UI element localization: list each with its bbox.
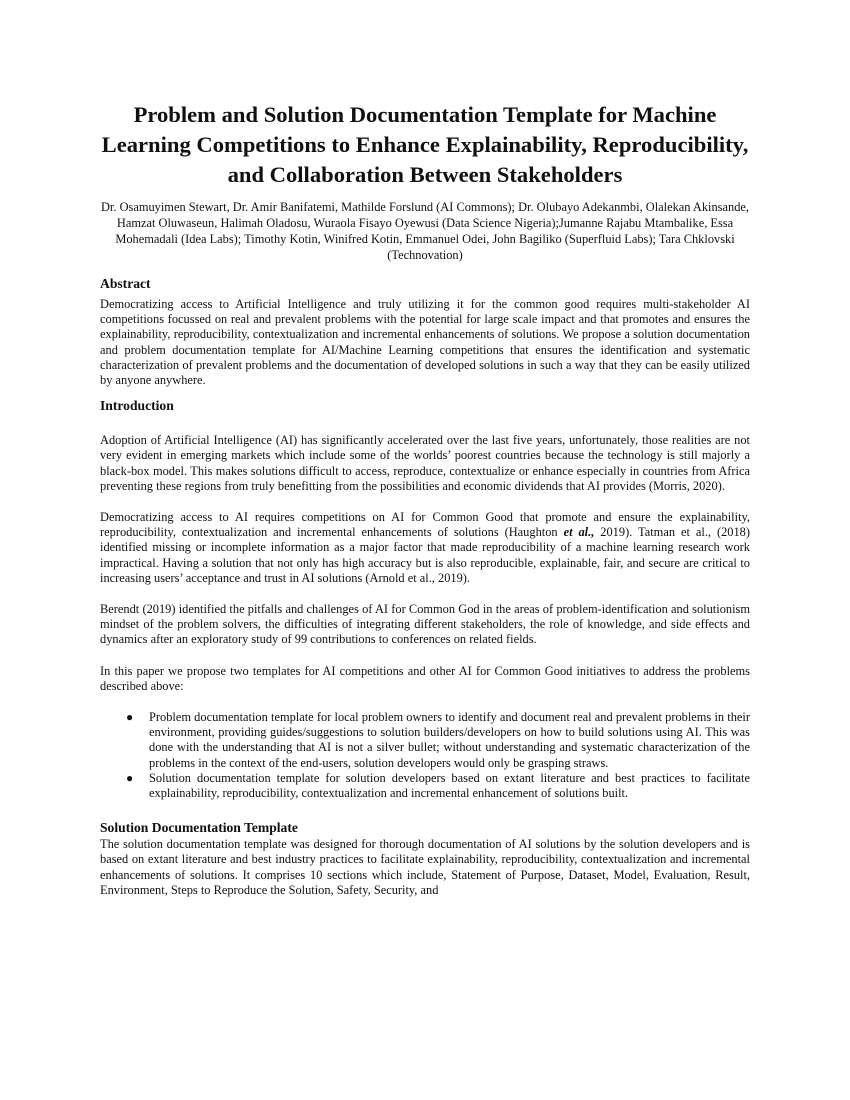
- list-item: [126, 710, 750, 771]
- intro-paragraph-1: Adoption of Artificial Intelligence (AI) has significantly accelerated over the last five years, unfortunately, those realities are not very evident in emerging markets which include some of the worlds’ poorest countries because the technology is still majorly a black-box model. This makes solutions difficult to access, reproduce, contextualize or enhance especially in countries from Africa preventing these regions from truly benefitting from the possibilities and economic dividends that AI provides (Morris, 2020).: [100, 433, 750, 493]
- intro-p2-text-b: 2019). Tatman et al., (2018) identified missing or incomplete information as a major factor that made reproducibility of a machine learning research work impractical. Having a solution that not only has high accuracy but is also reproducible, explainable, fair, and secure are critical to increasing users’ acceptance and trust in AI solutions (Arnold et al., 2019).: [100, 525, 751, 585]
- solution-template-heading: Solution Documentation Template: [100, 820, 298, 836]
- list-item-text: Solution documentation template for solution developers based on extant literature and best practices to facilitate explainability, reproducibility, contextualization and incremental enhancement of solutions built.: [149, 770, 750, 801]
- intro-p2-citation-emphasis: et al.,: [563, 525, 595, 540]
- template-bullet-list: [100, 710, 750, 801]
- abstract-body: Democratizing access to Artificial Intelligence and truly utilizing it for the common good requires multi-stakeholder AI competitions focussed on real and prevalent problems with the potential for large scale impact and that promotes and ensures the explainability, reproducibility, contextualization and incremental enhancements of solutions. We propose a solution documentation and problem documentation template for AI/Machine Learning competitions that ensures the identification and systematic characterization of prevalent problems and the documentation of developed solutions in such a way that they can be easily utilized by anyone anywhere.: [100, 297, 750, 388]
- list-item-text: Problem documentation template for local problem owners to identify and document real and prevalent problems in their environment, providing guides/suggestions to solution builders/developers on how to build solutions using AI. This was done with the understanding that AI is not a silver bullet; without understanding and systematic characterization of the problems in the context of the end-users, solution developers would only be grasping straws.: [149, 710, 750, 770]
- solution-template-section: [100, 819, 750, 898]
- paper-title: Problem and Solution Documentation Template for Machine Learning Competitions to Enhance Explainability, Reproducibility, and Collaboration Between Stakeholders: [101, 102, 749, 187]
- abstract-section: [100, 275, 750, 388]
- intro-p2-text-a: Democratizing access to AI requires competitions on AI for Common Good that promote and ensure the explainability, reproducibility, contextualization and incremental enhancements of solutions (Haughton: [100, 510, 750, 540]
- paper-page: [100, 100, 750, 898]
- abstract-heading: Abstract: [100, 276, 151, 291]
- intro-paragraph-2: [100, 510, 750, 586]
- solution-template-body: The solution documentation template was designed for thorough documentation of AI solutions by the solution developers and is based on extant literature and best industry practices to facilitate explainability, reproducibility, contextualization and incremental enhancements of solutions. It comprises 10 sections which include, Statement of Purpose, Dataset, Model, Evaluation, Result, Environment, Steps to Reproduce the Solution, Safety, Security, and: [100, 837, 750, 897]
- intro-paragraph-4: In this paper we propose two templates for AI competitions and other AI for Common Good initiatives to address the problems described above:: [100, 663, 750, 693]
- introduction-heading: Introduction: [100, 398, 174, 414]
- bullet-icon: ●: [126, 710, 134, 725]
- bullet-icon: ●: [126, 770, 134, 785]
- introduction-section: [100, 397, 750, 801]
- intro-paragraph-3: Berendt (2019) identified the pitfalls and challenges of AI for Common God in the areas of problem-identification and solutionism mindset of the problem solvers, the difficulties of integrating different stakeholders, the role of knowledge, and side effects and dynamics after an exploratory study of 99 contributions to conferences on related fields.: [100, 602, 750, 647]
- list-item: [126, 771, 750, 801]
- author-list: Dr. Osamuyimen Stewart, Dr. Amir Banifatemi, Mathilde Forslund (AI Commons); Dr. Olubayo Adekanmbi, Olalekan Akinsande, Hamzat Oluwaseun, Halimah Oladosu, Wuraola Fisayo Oyewusi (Data Science Nigeria);Jumanne Rajabu Mtambalike, Essa Mohemadali (Idea Labs); Timothy Kotin, Winifred Kotin, Emmanuel Odei, John Bagiliko (Superfluid Labs); Tara Chklovski (Technovation): [100, 200, 749, 262]
